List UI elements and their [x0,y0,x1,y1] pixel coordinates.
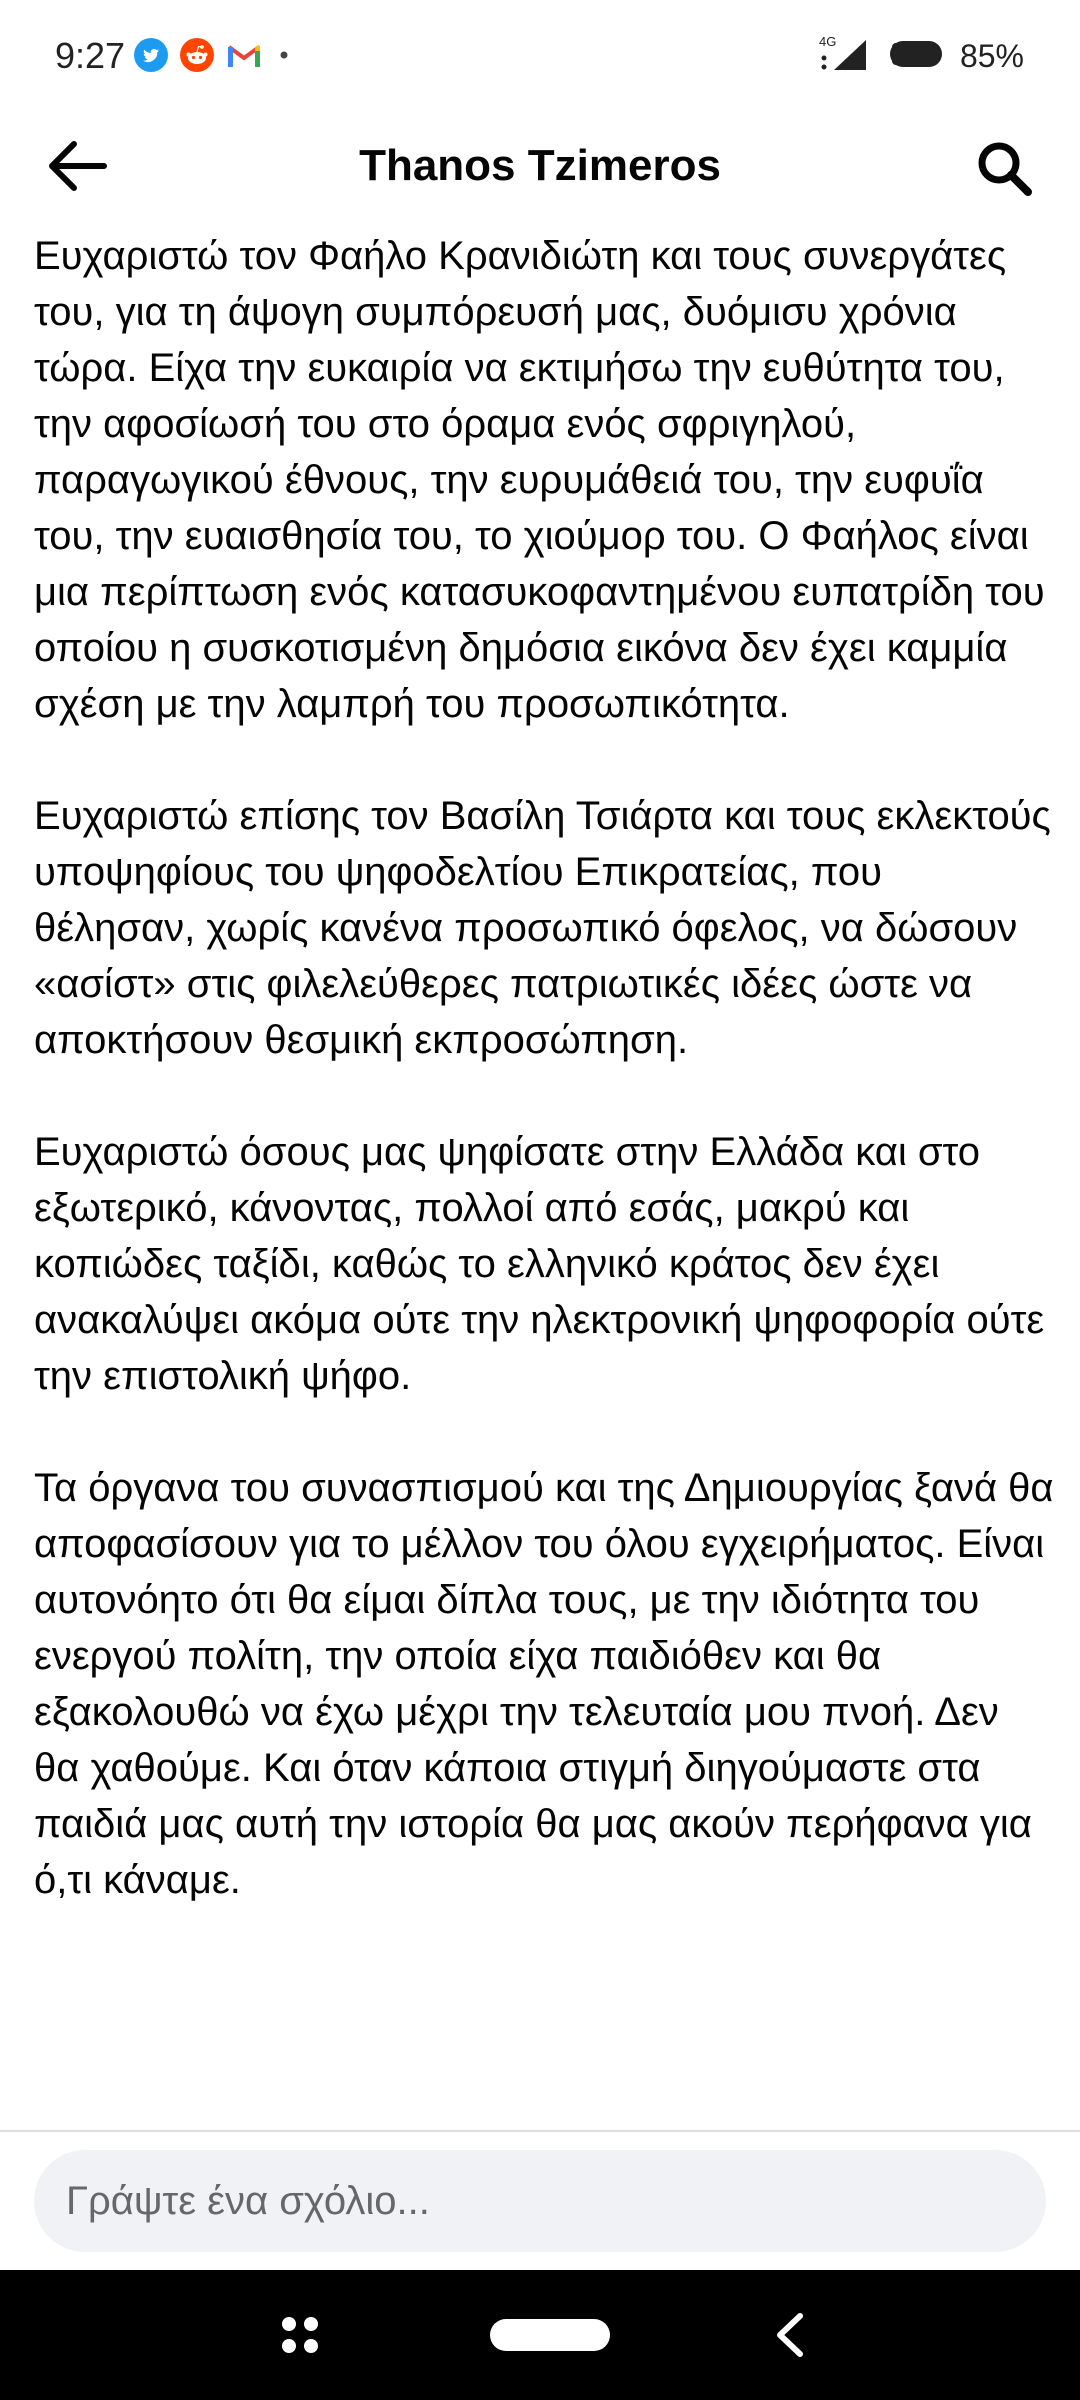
status-bar [0,0,1080,112]
reddit-icon [180,38,214,77]
notification-icons [134,38,294,76]
status-time: 9:27 [55,35,126,76]
comment-bar [0,2130,1080,2272]
twitter-icon [134,38,168,77]
post-paragraph: Ευχαριστώ επίσης τον Βασίλη Τσιάρτα και τους εκλεκτούς υποψηφίους του ψηφοδελτίου Επικρατείας, που θέλησαν, χωρίς κανένα προσωπικό όφελος, να δώσουν «ασίστ» στις φιλελεύθερες πατριωτικές ιδέες ώστε να αποκτήσουν θεσμική εκπροσώπηση. [34,794,1051,1062]
signal-icon [818,34,874,79]
battery-icon [888,36,946,77]
network-type: 4G [818,33,837,49]
home-pill-icon [489,2318,611,2352]
post-paragraph: Τα όργανα του συνασπισμού και της Δημιουργίας ξανά θα αποφασίσουν για το μέλλον του όλου εγχειρήματος. Είναι αυτονόητο ότι θα είμαι δίπλα τους, με την ιδιότητα του ενεργού πολίτη, την οποία είχα παιδιόθεν και θα εξακολουθώ να έχω μέχρι την τελευταία μου πνοή. Δεν θα χαθούμε. Και όταν κάποια στιγμή διηγούμαστε στα παιδιά μας αυτή την ιστορία θα μας ακούν περήφανα για ό,τι κάναμε. [34,1466,1054,1902]
dot-icon [274,45,294,70]
post-paragraph: Ευχαριστώ τον Φαήλο Κρανιδιώτη και τους συνεργάτες του, για τη άψογη συμπόρευσή μας, δυόμισυ χρόνια τώρα. Είχα την ευκαιρία να εκτιμήσω την ευθύτητα του, την αφοσίωσή του στο όραμα ενός σφριγηλού, παραγωγικού έθνους, την ευρυμάθειά του, την ευφυΐα του, την ευαισθησία του, το χιούμορ του. Ο Φαήλος είναι μια περίπτωση ενός κατασυκοφαντημένου ευπατρίδη του οποίου η συσκοτισμένη δημόσια εικόνα δεν έχει καμμία σχέση με την λαμπρή του προσωπικότητα. [34,234,1045,726]
search-icon [974,138,1034,198]
search-button[interactable] [968,132,1040,204]
chevron-left-icon [770,2310,810,2360]
system-back-button[interactable] [740,2270,840,2400]
recents-button[interactable] [250,2270,350,2400]
comment-input[interactable] [34,2150,1046,2252]
recents-icon [278,2313,322,2357]
home-button[interactable] [480,2270,620,2400]
system-status-icons [818,34,1024,78]
system-nav-bar [0,2270,1080,2400]
battery-percent: 85% [959,37,1024,74]
gmail-icon [226,41,262,74]
page-title: Thanos Tzimeros [359,141,721,190]
app-header [0,112,1080,220]
post-paragraph: Ευχαριστώ όσους μας ψηφίσατε στην Ελλάδα και στο εξωτερικό, κάνοντας, πολλοί από εσάς, μακρύ και κοπιώδες ταξίδι, καθώς το ελληνικό κράτος δεν έχει ανακαλύψει ακόμα ούτε την ηλεκτρονική ψηφοφορία ούτε την επιστολική ψήφο. [34,1130,1045,1398]
post-body [34,228,1054,1964]
